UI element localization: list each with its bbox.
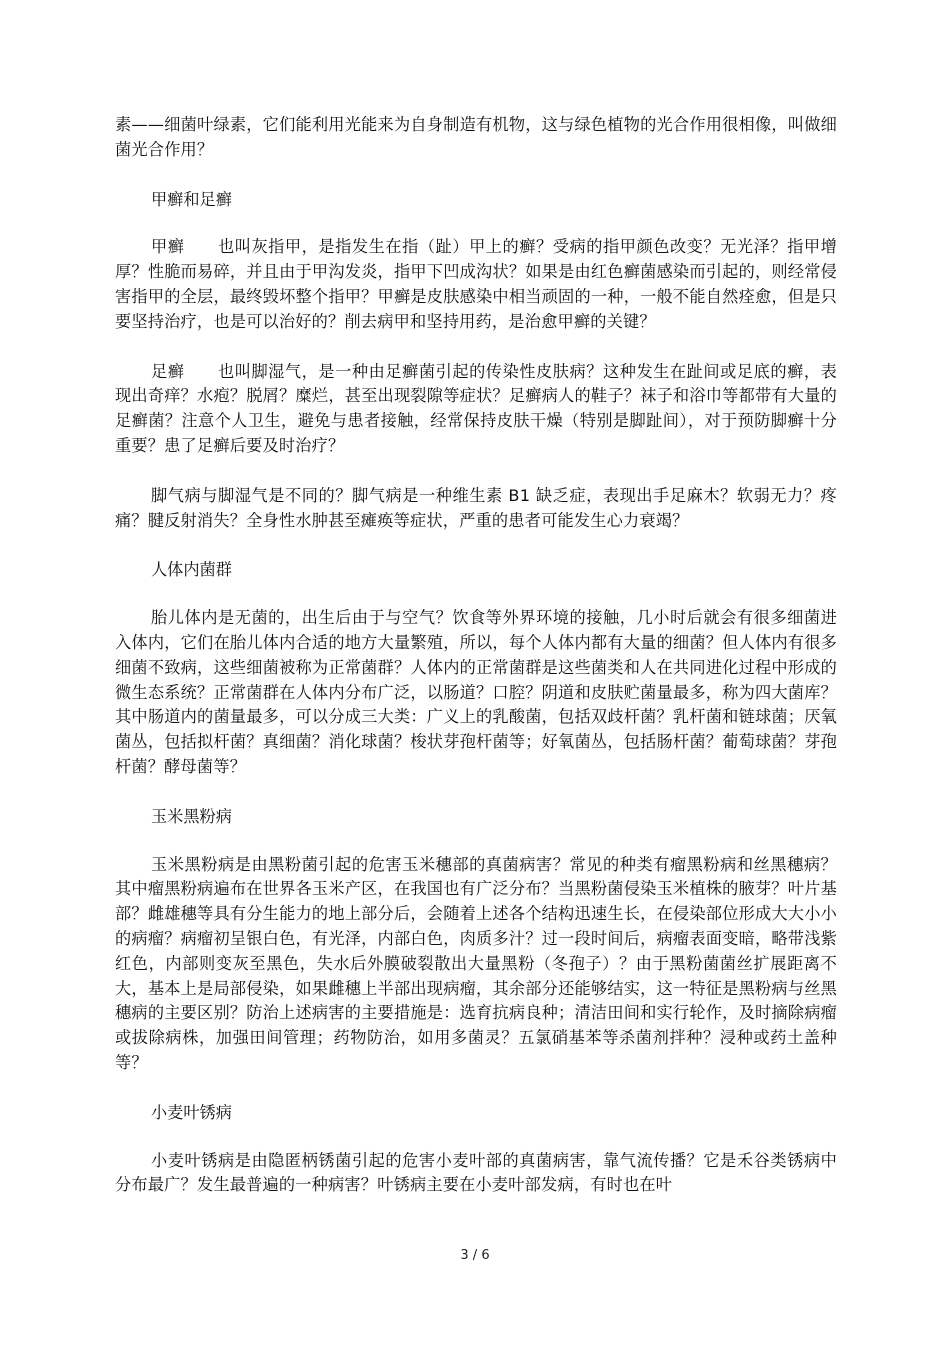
section-heading-nail-foot-tinea: 甲癣和足癣 xyxy=(151,189,232,209)
paragraph-normal-flora: 胎儿体内是无菌的，出生后由于与空气？饮食等外界环境的接触，几小时后就会有很多细菌进入体内，它们在胎儿体内合适的地方大量繁殖，所以，每个人体内都有大量的细菌？但人体内有很多细菌不致病，这些细菌被称为正常菌群？人体内的正常菌群是这些菌类和人在共同进化过程中形成的微生态系统？正常菌群在人体内分布广泛，以肠道？口腔？阴道和皮肤贮菌量最多，称为四大菌库？其中肠道内的菌量最多，可以分成三大类：广义上的乳酸菌，包括双歧杆菌？乳杆菌和链球菌；厌氧菌丛，包括拟杆菌？真细菌？消化球菌？梭状芽孢杆菌等；好氧菌丛，包括肠杆菌？葡萄球菌？芽孢杆菌？酵母菌等？ xyxy=(115,608,837,776)
paragraph-tinea-pedis: 足癣 也叫脚湿气，是一种由足癣菌引起的传染性皮肤病？这种发生在趾间或足底的癣，表现出奇痒？水疱？脱屑？糜烂，甚至出现裂隙等症状？足癣病人的鞋子？袜子和浴巾等都带有大量的足癣菌？注意个人卫生，避免与患者接触，经常保持皮肤干燥（特别是脚趾间），对于预防脚癣十分重要？患了足癣后要及时治疗？ xyxy=(115,361,837,455)
paragraph-wheat-leaf-rust: 小麦叶锈病是由隐匿柄锈菌引起的危害小麦叶部的真菌病害，靠气流传播？它是禾谷类锈病中分布最广？发生最普遍的一种病害？叶锈病主要在小麦叶部发病，有时也在叶 xyxy=(115,1150,837,1195)
section-heading-wheat-leaf-rust: 小麦叶锈病 xyxy=(151,1102,232,1122)
paragraph-beriberi: 脚气病与脚湿气是不同的？脚气病是一种维生素 B1 缺乏症，表现出手足麻木？软弱无力？疼痛？腱反射消失？全身性水肿甚至瘫痪等症状，严重的患者可能发生心力衰竭？ xyxy=(115,485,837,530)
page-number: 3 / 6 xyxy=(460,1248,490,1263)
section-heading-human-flora: 人体内菌群 xyxy=(151,560,232,580)
section-heading-corn-smut: 玉米黑粉病 xyxy=(151,806,232,826)
paragraph-bacterial-photosynthesis: 素——细菌叶绿素，它们能利用光能来为自身制造有机物，这与绿色植物的光合作用很相像，叫做细菌光合作用？ xyxy=(115,115,837,159)
document-body xyxy=(115,113,837,1198)
paragraph-corn-smut: 玉米黑粉病是由黑粉菌引起的危害玉米穗部的真菌病害？常见的种类有瘤黑粉病和丝黑穗病？其中瘤黑粉病遍布在世界各玉米产区，在我国也有广泛分布？当黑粉菌侵染玉米植株的腋芽？叶片基部？雌雄穗等具有分生能力的地上部分后，会随着上述各个结构迅速生长，在侵染部位形成大大小小的病瘤？病瘤初呈银白色，有光泽，内部白色，肉质多汁？过一段时间后，病瘤表面变暗，略带浅紫红色，内部则变灰至黑色，失水后外膜破裂散出大量黑粉（冬孢子）？由于黑粉菌菌丝扩展距离不大，基本上是局部侵染，如果雌穗上半部出现病瘤，其余部分还能够结实，这一特征是黑粉病与丝黑穗病的主要区别？防治上述病害的主要措施是：选育抗病良种；清洁田间和实行轮作，及时摘除病瘤或拔除病株，加强田间管理；药物防治，如用多菌灵？五氯硝基苯等杀菌剂拌种？浸种或药土盖种等？ xyxy=(115,854,837,1072)
paragraph-onychomycosis: 甲癣 也叫灰指甲，是指发生在指（趾）甲上的癣？受病的指甲颜色改变？无光泽？指甲增厚？性脆而易碎，并且由于甲沟发炎，指甲下凹成沟状？如果是由红色癣菌感染而引起的，则经常侵害指甲的全层，最终毁坏整个指甲？甲癣是皮肤感染中相当顽固的一种，一般不能自然痊愈，但是只要坚持治疗，也是可以治好的？削去病甲和坚持用药，是治愈甲癣的关键？ xyxy=(115,237,837,331)
